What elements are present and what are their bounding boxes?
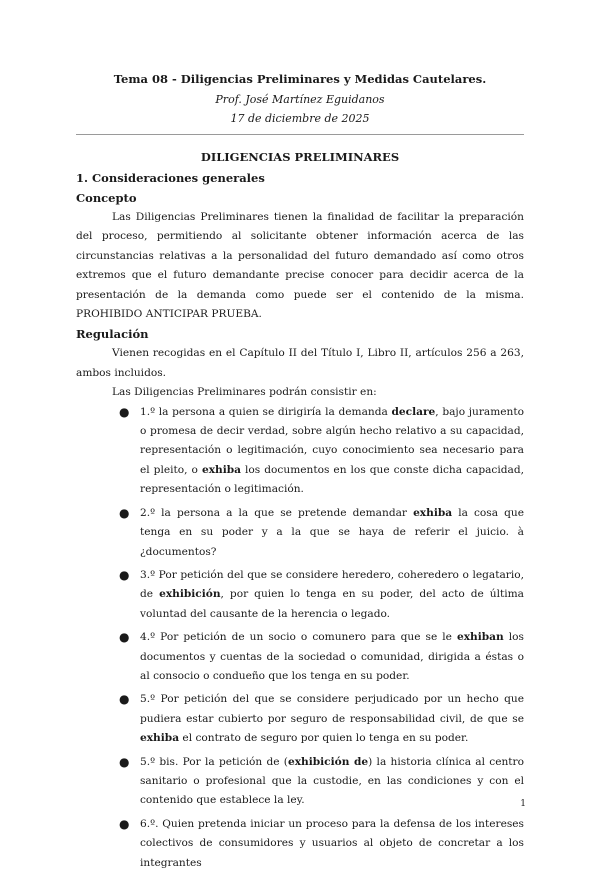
list-item: ● 5.º Por petición del que se considere perjudicado por un hecho que pudiera estar cubierto por seguro de responsabilidad civil, de que se exhiba el contrato de seguro por quien lo tenga en su poder. — [119, 692, 524, 745]
document-title: Tema 08 - Diligencias Preliminares y Medidas Cautelares. — [113, 72, 487, 86]
bullet-icon: ● — [119, 505, 130, 520]
bullet-icon: ● — [119, 692, 130, 707]
list-intro: Las Diligencias Preliminares podrán consistir en: — [112, 386, 377, 399]
list-item: ● 6.º. Quien pretenda iniciar un proceso para la defensa de los intereses colectivos de consumidores y usuarios al objeto de concretar a los integrantes — [119, 816, 524, 869]
bullet-icon: ● — [119, 630, 130, 645]
regulacion-paragraph: Vienen recogidas en el Capítulo II del Título I, Libro II, artículos 256 a 263, ambos incluidos. — [76, 347, 524, 379]
list-item: ● 5.º bis. Por la petición de (exhibición de) la historia clínica al centro sanitario o profesional que la custodie, en las condiciones y con el contenido que establece la ley. — [119, 754, 525, 807]
document-body — [76, 146, 524, 877]
bullet-icon: ● — [119, 404, 130, 419]
list-item: ● 3.º Por petición del que se considere heredero, coheredero o legatario, de exhibición, por quien lo tenga en su poder, del acto de última voluntad del causante de la herencia o legado. — [119, 567, 525, 620]
header-divider — [76, 134, 524, 135]
bullet-icon: ● — [119, 754, 130, 769]
page-number: 1 — [520, 799, 526, 809]
author-line: Prof. José Martínez Eguidanos — [215, 93, 385, 106]
bullet-icon: ● — [119, 567, 130, 582]
bullet-icon: ● — [119, 816, 130, 831]
date-line: 17 de diciembre de 2025 — [230, 112, 370, 125]
section-title: DILIGENCIAS PRELIMINARES — [200, 150, 400, 164]
list-item: ● 2.º la persona a la que se pretende demandar exhiba la cosa que tenga en su poder y a la que se haya de referir el juicio. à ¿documentos? — [119, 505, 524, 558]
concepto-paragraph: Las Diligencias Preliminares tienen la finalidad de facilitar la preparación del proceso, permitiendo al solicitante obtener información acerca de las circunstancias relativas a la personalidad del futuro demandado así como otros extremos que el futuro demandante precise conocer para decidir acerca de la presentación de la demanda como puede ser el contenido de la misma. PROHIBIDO ANTICIPAR PRUEBA. — [76, 211, 524, 321]
list-item: ● 1.º la persona a quien se dirigiría la demanda declare, bajo juramento o promesa de decir verdad, sobre algún hecho relativo a su capacidad, representación o legitimación, cuyo conocimiento sea necesario para el pleito, o exhiba los documentos en los que conste dicha capacidad, representación o legitimación. — [119, 404, 524, 496]
heading-concepto: Concepto — [76, 191, 137, 205]
heading-consideraciones: 1. Consideraciones generales — [76, 171, 265, 185]
heading-regulacion: Regulación — [76, 327, 149, 342]
diligencias-list — [76, 403, 524, 873]
list-item: ● 4.º Por petición de un socio o comunero para que se le exhiban los documentos y cuentas de la sociedad o comunidad, dirigida a éstas o al consocio o condueño que los tenga en su poder. — [119, 630, 524, 682]
